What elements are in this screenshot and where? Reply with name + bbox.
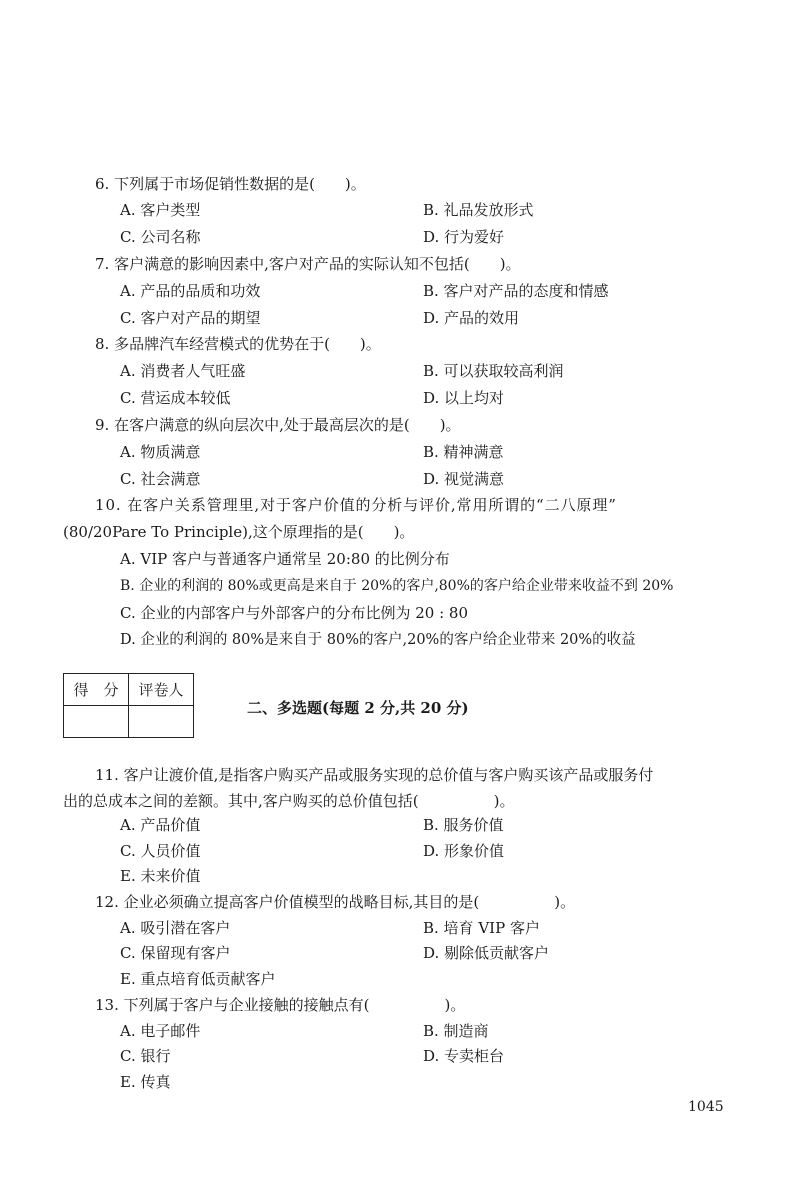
question-7-option-d: D. 产品的效用 (423, 309, 520, 327)
grader-cell (129, 706, 194, 738)
question-8-option-d: D. 以上均对 (423, 389, 505, 407)
question-10-option-c: C. 企业的内部客户与外部客户的分布比例为 20 : 80 (120, 604, 469, 622)
question-11-stem-line-1: 11. 客户让渡价值,是指客户购买产品或服务实现的总价值与客户购买该产品或服务付 (95, 766, 654, 784)
question-12-option-c: C. 保留现有客户 (120, 944, 231, 962)
question-9-option-d: D. 视觉满意 (423, 470, 505, 488)
section-title: 二、多选题(每题 2 分,共 20 分) (247, 699, 469, 717)
question-11-option-a: A. 产品价值 (120, 816, 201, 834)
question-11-option-d: D. 形象价值 (423, 842, 505, 860)
question-7-stem: 7. 客户满意的影响因素中,客户对产品的实际认知不包括( )。 (95, 255, 521, 273)
question-8-option-c: C. 营运成本较低 (120, 389, 231, 407)
question-12-option-a: A. 吸引潜在客户 (120, 919, 231, 937)
question-7-option-b: B. 客户对产品的态度和情感 (423, 282, 609, 300)
question-6-option-b: B. 礼品发放形式 (423, 201, 534, 219)
question-10-stem-line-1: 10. 在客户关系管理里,对于客户价值的分析与评价,常用所谓的“二八原理” (95, 496, 617, 514)
page-number: 1045 (688, 1099, 724, 1115)
question-6-option-c: C. 公司名称 (120, 228, 201, 246)
question-11-stem-line-2: 出的总成本之间的差额。其中,客户购买的总价值包括( )。 (63, 792, 515, 810)
question-8-option-a: A. 消费者人气旺盛 (120, 362, 246, 380)
question-10-option-a: A. VIP 客户与普通客户通常呈 20:80 的比例分布 (120, 550, 450, 568)
question-12-option-e: E. 重点培育低贡献客户 (120, 970, 276, 988)
question-13-stem: 13. 下列属于客户与企业接触的接触点有( )。 (95, 996, 466, 1014)
question-7-option-c: C. 客户对产品的期望 (120, 309, 261, 327)
question-10-option-d: D. 企业的利润的 80%是来自于 80%的客户,20%的客户给企业带来 20%的收益 (120, 632, 636, 648)
question-6-option-d: D. 行为爱好 (423, 228, 505, 246)
question-6-stem: 6. 下列属于市场促销性数据的是( )。 (95, 175, 366, 193)
question-10-stem-line-2: (80/20Pare To Principle),这个原理指的是( )。 (63, 523, 415, 541)
question-13-option-e: E. 传真 (120, 1073, 171, 1091)
score-table (63, 673, 194, 738)
question-9-option-a: A. 物质满意 (120, 443, 201, 461)
question-9-stem: 9. 在客户满意的纵向层次中,处于最高层次的是( )。 (95, 416, 461, 434)
question-13-option-a: A. 电子邮件 (120, 1022, 201, 1040)
score-cell (64, 706, 129, 738)
question-11-option-e: E. 未来价值 (120, 867, 201, 885)
question-8-stem: 8. 多品牌汽车经营模式的优势在于( )。 (95, 335, 381, 353)
question-12-option-d: D. 剔除低贡献客户 (423, 944, 550, 962)
question-8-option-b: B. 可以获取较高利润 (423, 362, 564, 380)
question-9-option-c: C. 社会满意 (120, 470, 201, 488)
question-13-option-d: D. 专卖柜台 (423, 1047, 505, 1065)
question-10-option-b: B. 企业的利润的 80%或更高是来自于 20%的客户,80%的客户给企业带来收益不到 20% (120, 578, 674, 594)
question-12-stem: 12. 企业必须确立提高客户价值模型的战略目标,其目的是( )。 (95, 893, 576, 911)
question-12-option-b: B. 培育 VIP 客户 (423, 919, 540, 937)
question-13-option-c: C. 银行 (120, 1047, 171, 1065)
question-11-option-c: C. 人员价值 (120, 842, 201, 860)
grader-header: 评卷人 (129, 674, 194, 706)
question-7-option-a: A. 产品的品质和功效 (120, 282, 261, 300)
score-header: 得 分 (64, 674, 129, 706)
question-9-option-b: B. 精神满意 (423, 443, 504, 461)
question-13-option-b: B. 制造商 (423, 1022, 489, 1040)
question-6-option-a: A. 客户类型 (120, 201, 201, 219)
question-11-option-b: B. 服务价值 (423, 816, 504, 834)
